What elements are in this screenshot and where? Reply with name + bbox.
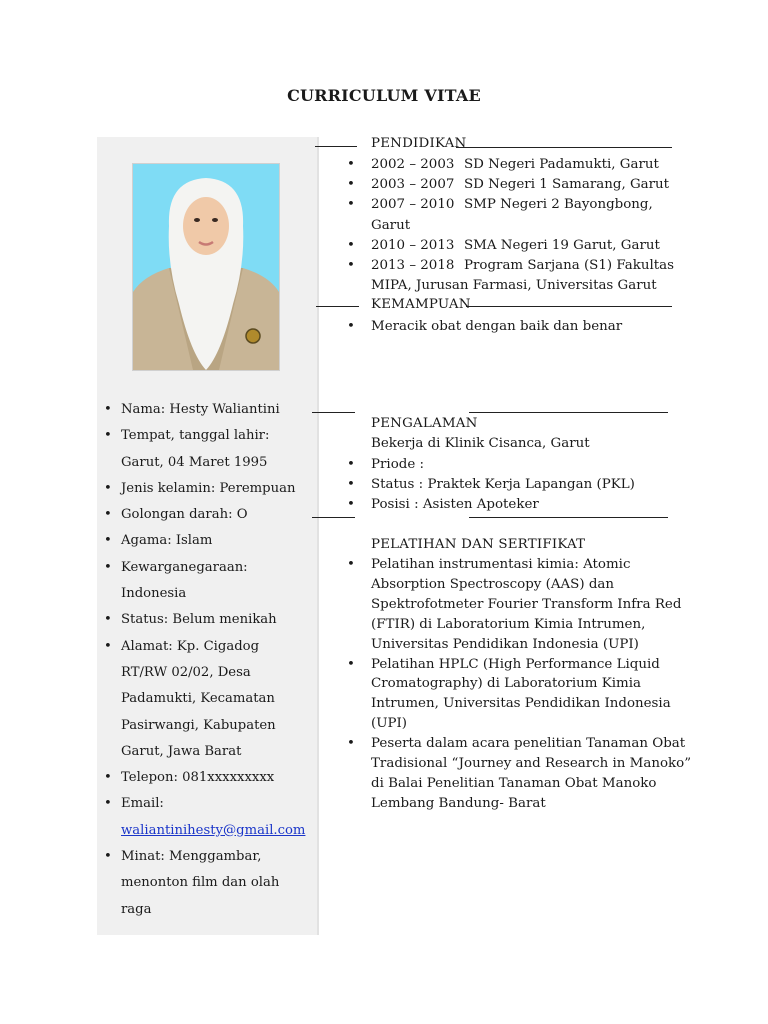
education-school: MIPA, Jurusan Farmasi, Universitas Garut — [371, 278, 657, 294]
education-school: Program Sarjana (S1) Fakultas — [464, 258, 674, 274]
hobby-line: raga — [121, 901, 152, 917]
education-school: SD Negeri Padamukti, Garut — [464, 157, 659, 172]
education-years: 2007 – 2010 — [371, 197, 455, 213]
address-line: RT/RW 02/02, Desa — [121, 664, 251, 680]
education-list — [371, 155, 691, 296]
hobby-item — [104, 844, 309, 923]
experience-list — [371, 455, 691, 516]
training-line: Universitas Pendidikan Indonesia (UPI) — [371, 636, 639, 652]
training-line: Cromatography) di Laboratorium Kimia — [371, 676, 641, 692]
birth-label: Tempat, tanggal lahir: — [121, 428, 270, 444]
education-item — [371, 155, 691, 175]
education-years: 2010 – 2013 — [371, 237, 455, 253]
profile-photo — [132, 163, 280, 371]
blood-type-item: • Golongan darah: O — [104, 502, 309, 528]
religion-item: • Agama: Islam — [104, 528, 309, 554]
email-label: Email: — [121, 796, 164, 812]
education-item — [371, 175, 691, 195]
training-line: di Balai Penelitian Tanaman Obat Manoko — [371, 775, 657, 791]
section-divider — [469, 412, 668, 413]
training-line: Lembang Bandung- Barat — [371, 795, 546, 811]
education-years: 2013 – 2018 — [371, 258, 455, 274]
section-divider — [315, 146, 357, 147]
experience-status: • Status : Praktek Kerja Lapangan (PKL) — [371, 475, 691, 495]
education-school: SMP Negeri 2 Bayongbong, Garut — [371, 197, 653, 233]
birth-item — [104, 423, 309, 476]
address-item — [104, 634, 309, 765]
address-line: Alamat: Kp. Cigadog — [121, 638, 260, 654]
training-line: Pelatihan instrumentasi kimia: Atomic — [371, 557, 631, 572]
training-line: (UPI) — [371, 716, 408, 732]
section-divider — [469, 517, 668, 518]
page-title: CURRICULUM VITAE — [287, 86, 481, 105]
citizenship-value: Indonesia — [121, 586, 187, 602]
education-school: SMA Negeri 19 Garut, Garut — [464, 237, 660, 253]
training-line: Intrumen, Universitas Pendidikan Indonesia — [371, 696, 671, 712]
experience-place: Bekerja di Klinik Cisanca, Garut — [371, 436, 590, 451]
section-divider — [312, 412, 355, 413]
training-line: Spektrofotmeter Fourier Transform Infra Red — [371, 596, 682, 612]
training-item — [371, 555, 701, 655]
section-divider — [466, 306, 672, 307]
training-line: Pelatihan HPLC (High Performance Liquid — [371, 656, 660, 672]
training-item — [371, 734, 701, 814]
portrait-image — [133, 164, 279, 370]
address-line: Garut, Jawa Barat — [121, 743, 242, 759]
email-item — [104, 791, 309, 844]
personal-details-list — [104, 397, 309, 923]
education-years: 2003 – 2007 — [371, 177, 455, 193]
experience-period: • Priode : — [371, 455, 691, 475]
skill-item: • Meracik obat dengan baik dan benar — [371, 317, 691, 337]
address-line: Padamukti, Kecamatan — [121, 691, 275, 707]
skills-list — [371, 317, 691, 337]
birth-value: Garut, 04 Maret 1995 — [121, 454, 268, 470]
citizenship-item — [104, 555, 309, 608]
education-item — [371, 256, 691, 296]
education-school: SD Negeri 1 Samarang, Garut — [464, 177, 670, 193]
education-item — [371, 236, 691, 256]
address-line: Pasirwangi, Kabupaten — [121, 717, 276, 733]
training-heading: PELATIHAN DAN SERTIFIKAT — [371, 537, 586, 552]
skills-heading: KEMAMPUAN — [371, 297, 471, 312]
citizenship-label: Kewarganegaraan: — [121, 559, 248, 575]
experience-position: • Posisi : Asisten Apoteker — [371, 495, 691, 515]
phone-item: • Telepon: 081xxxxxxxxx — [104, 765, 309, 791]
section-divider — [316, 306, 359, 307]
training-item — [371, 655, 701, 735]
education-item — [371, 195, 691, 235]
marital-status-item: • Status: Belum menikah — [104, 607, 309, 633]
experience-heading: PENGALAMAN — [371, 416, 478, 431]
education-heading: PENDIDIKAN — [371, 136, 467, 151]
gender-item: • Jenis kelamin: Perempuan — [104, 476, 309, 502]
training-line: Tradisional “Journey and Research in Manoko” — [371, 756, 692, 772]
training-line: Absorption Spectroscopy (AAS) dan — [371, 576, 614, 592]
email-link[interactable]: waliantinihesty@gmail.com — [121, 822, 306, 838]
training-line: Peserta dalam acara penelitian Tanaman Obat — [371, 736, 686, 752]
section-divider — [456, 147, 672, 148]
training-line: (FTIR) di Laboratorium Kimia Intrumen, — [371, 616, 646, 632]
section-divider — [312, 517, 355, 518]
name-item: • Nama: Hesty Waliantini — [104, 397, 309, 423]
hobby-line: menonton film dan olah — [121, 875, 280, 891]
hobby-line: Minat: Menggambar, — [121, 849, 262, 865]
training-list — [371, 555, 701, 814]
education-years: 2002 – 2003 — [371, 157, 455, 172]
